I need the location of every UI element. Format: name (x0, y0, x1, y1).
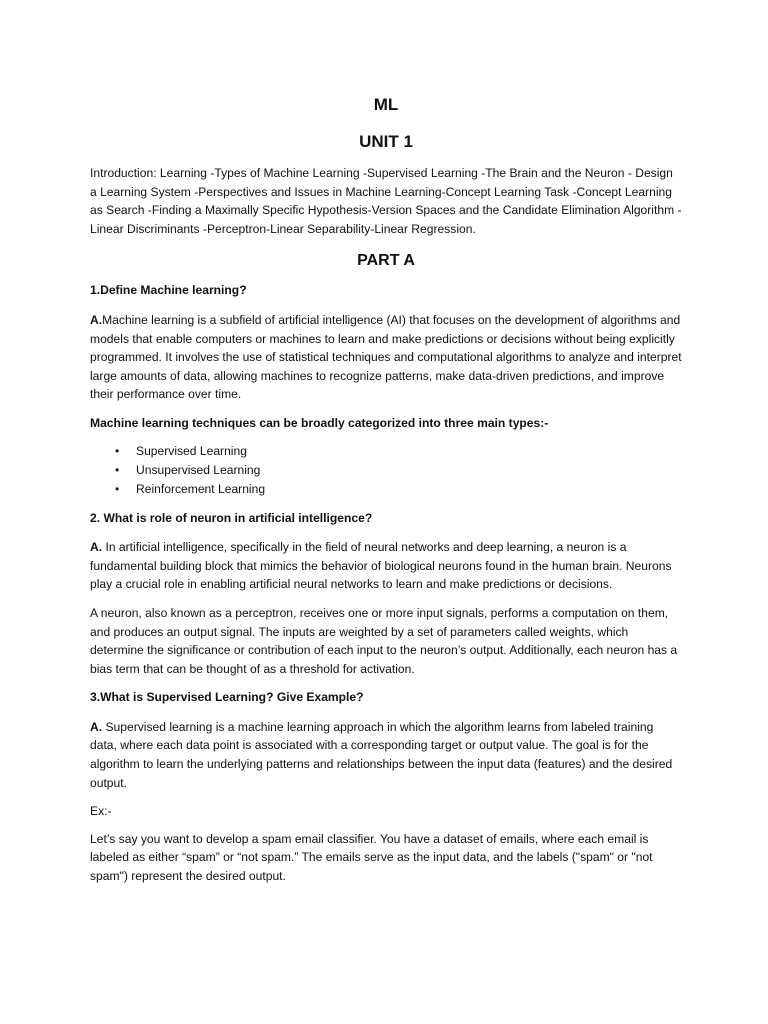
answer-1-paragraph (90, 311, 682, 404)
answer-3-text: Supervised learning is a machine learning approach in which the algorithm learns from labeled training data, where each data point is associated with a corresponding target or output value. The goal is for the algorithm to learn the underlying patterns and relationships between the input data (features) and the desired output. (90, 719, 673, 790)
part-a-heading: PART A (357, 252, 415, 270)
ml-types-heading: Machine learning techniques can be broadly categorized into three main types:- (90, 415, 549, 430)
question-3: 3.What is Supervised Learning? Give Example? (90, 690, 364, 705)
answer-1-label: A. (90, 312, 103, 327)
document-title: ML (373, 95, 399, 114)
answer-2-label: A. (90, 540, 103, 555)
answer-3-label: A. (90, 719, 103, 734)
ml-types-list (90, 442, 682, 499)
answer-3-paragraph (90, 718, 682, 792)
list-item-label: Unsupervised Learning (136, 462, 261, 477)
syllabus-paragraph: Introduction: Learning -Types of Machine Learning -Supervised Learning -The Brain and the Neuron - Design a Learning System -Perspectives and Issues in Machine Learning-Concept Learning Task -Concept Learning as Search -Finding a Maximally Specific Hypothesis-Version Spaces and the Candidate Elimination Algorithm -Linear Discriminants -Perceptron-Linear Separability-Linear Regression. (90, 166, 682, 236)
example-paragraph: Let’s say you want to develop a spam email classifier. You have a dataset of emails, where each email is labeled as either “spam” or “not spam.” The emails serve as the input data, and the labels ("spam" or "not spam") represent the desired output. (90, 831, 653, 884)
answer-2-paragraph (90, 538, 682, 594)
answer-2-paragraph-2: A neuron, also known as a perceptron, receives one or more input signals, performs a computation on them, and produces an output signal. The inputs are weighted by a set of parameters called weights, which determine the significance or contribution of each input to the neuron’s output. Additionally, each neuron has a bias term that can be thought of as a threshold for activation. (90, 605, 678, 676)
question-1: 1.Define Machine learning? (90, 283, 247, 298)
example-label: Ex:- (90, 804, 112, 819)
list-item-label: Reinforcement Learning (136, 481, 266, 496)
unit-title: UNIT 1 (359, 132, 413, 151)
list-item (90, 442, 682, 461)
list-item (90, 480, 682, 499)
bullet-icon: • (115, 462, 120, 477)
question-2: 2. What is role of neuron in artificial intelligence? (90, 510, 373, 525)
bullet-icon: • (115, 481, 120, 496)
document-content (90, 94, 682, 896)
list-item (90, 461, 682, 480)
answer-1-text: Machine learning is a subfield of artificial intelligence (AI) that focuses on the development of algorithms and models that enable computers or machines to learn and make predictions or decisions without being explicitly programmed. It involves the use of statistical techniques and computational algorithms to analyze and interpret large amounts of data, allowing machines to recognize patterns, make data-driven predictions, and improve their performance over time. (90, 312, 682, 402)
list-item-label: Supervised Learning (136, 443, 247, 458)
answer-2-text: In artificial intelligence, specifically in the field of neural networks and deep learning, a neuron is a fundamental building block that mimics the behavior of biological neurons found in the human brain. Neurons play a crucial role in enabling artificial neural networks to learn and make predictions or decisions. (90, 540, 672, 592)
bullet-icon: • (115, 443, 120, 458)
